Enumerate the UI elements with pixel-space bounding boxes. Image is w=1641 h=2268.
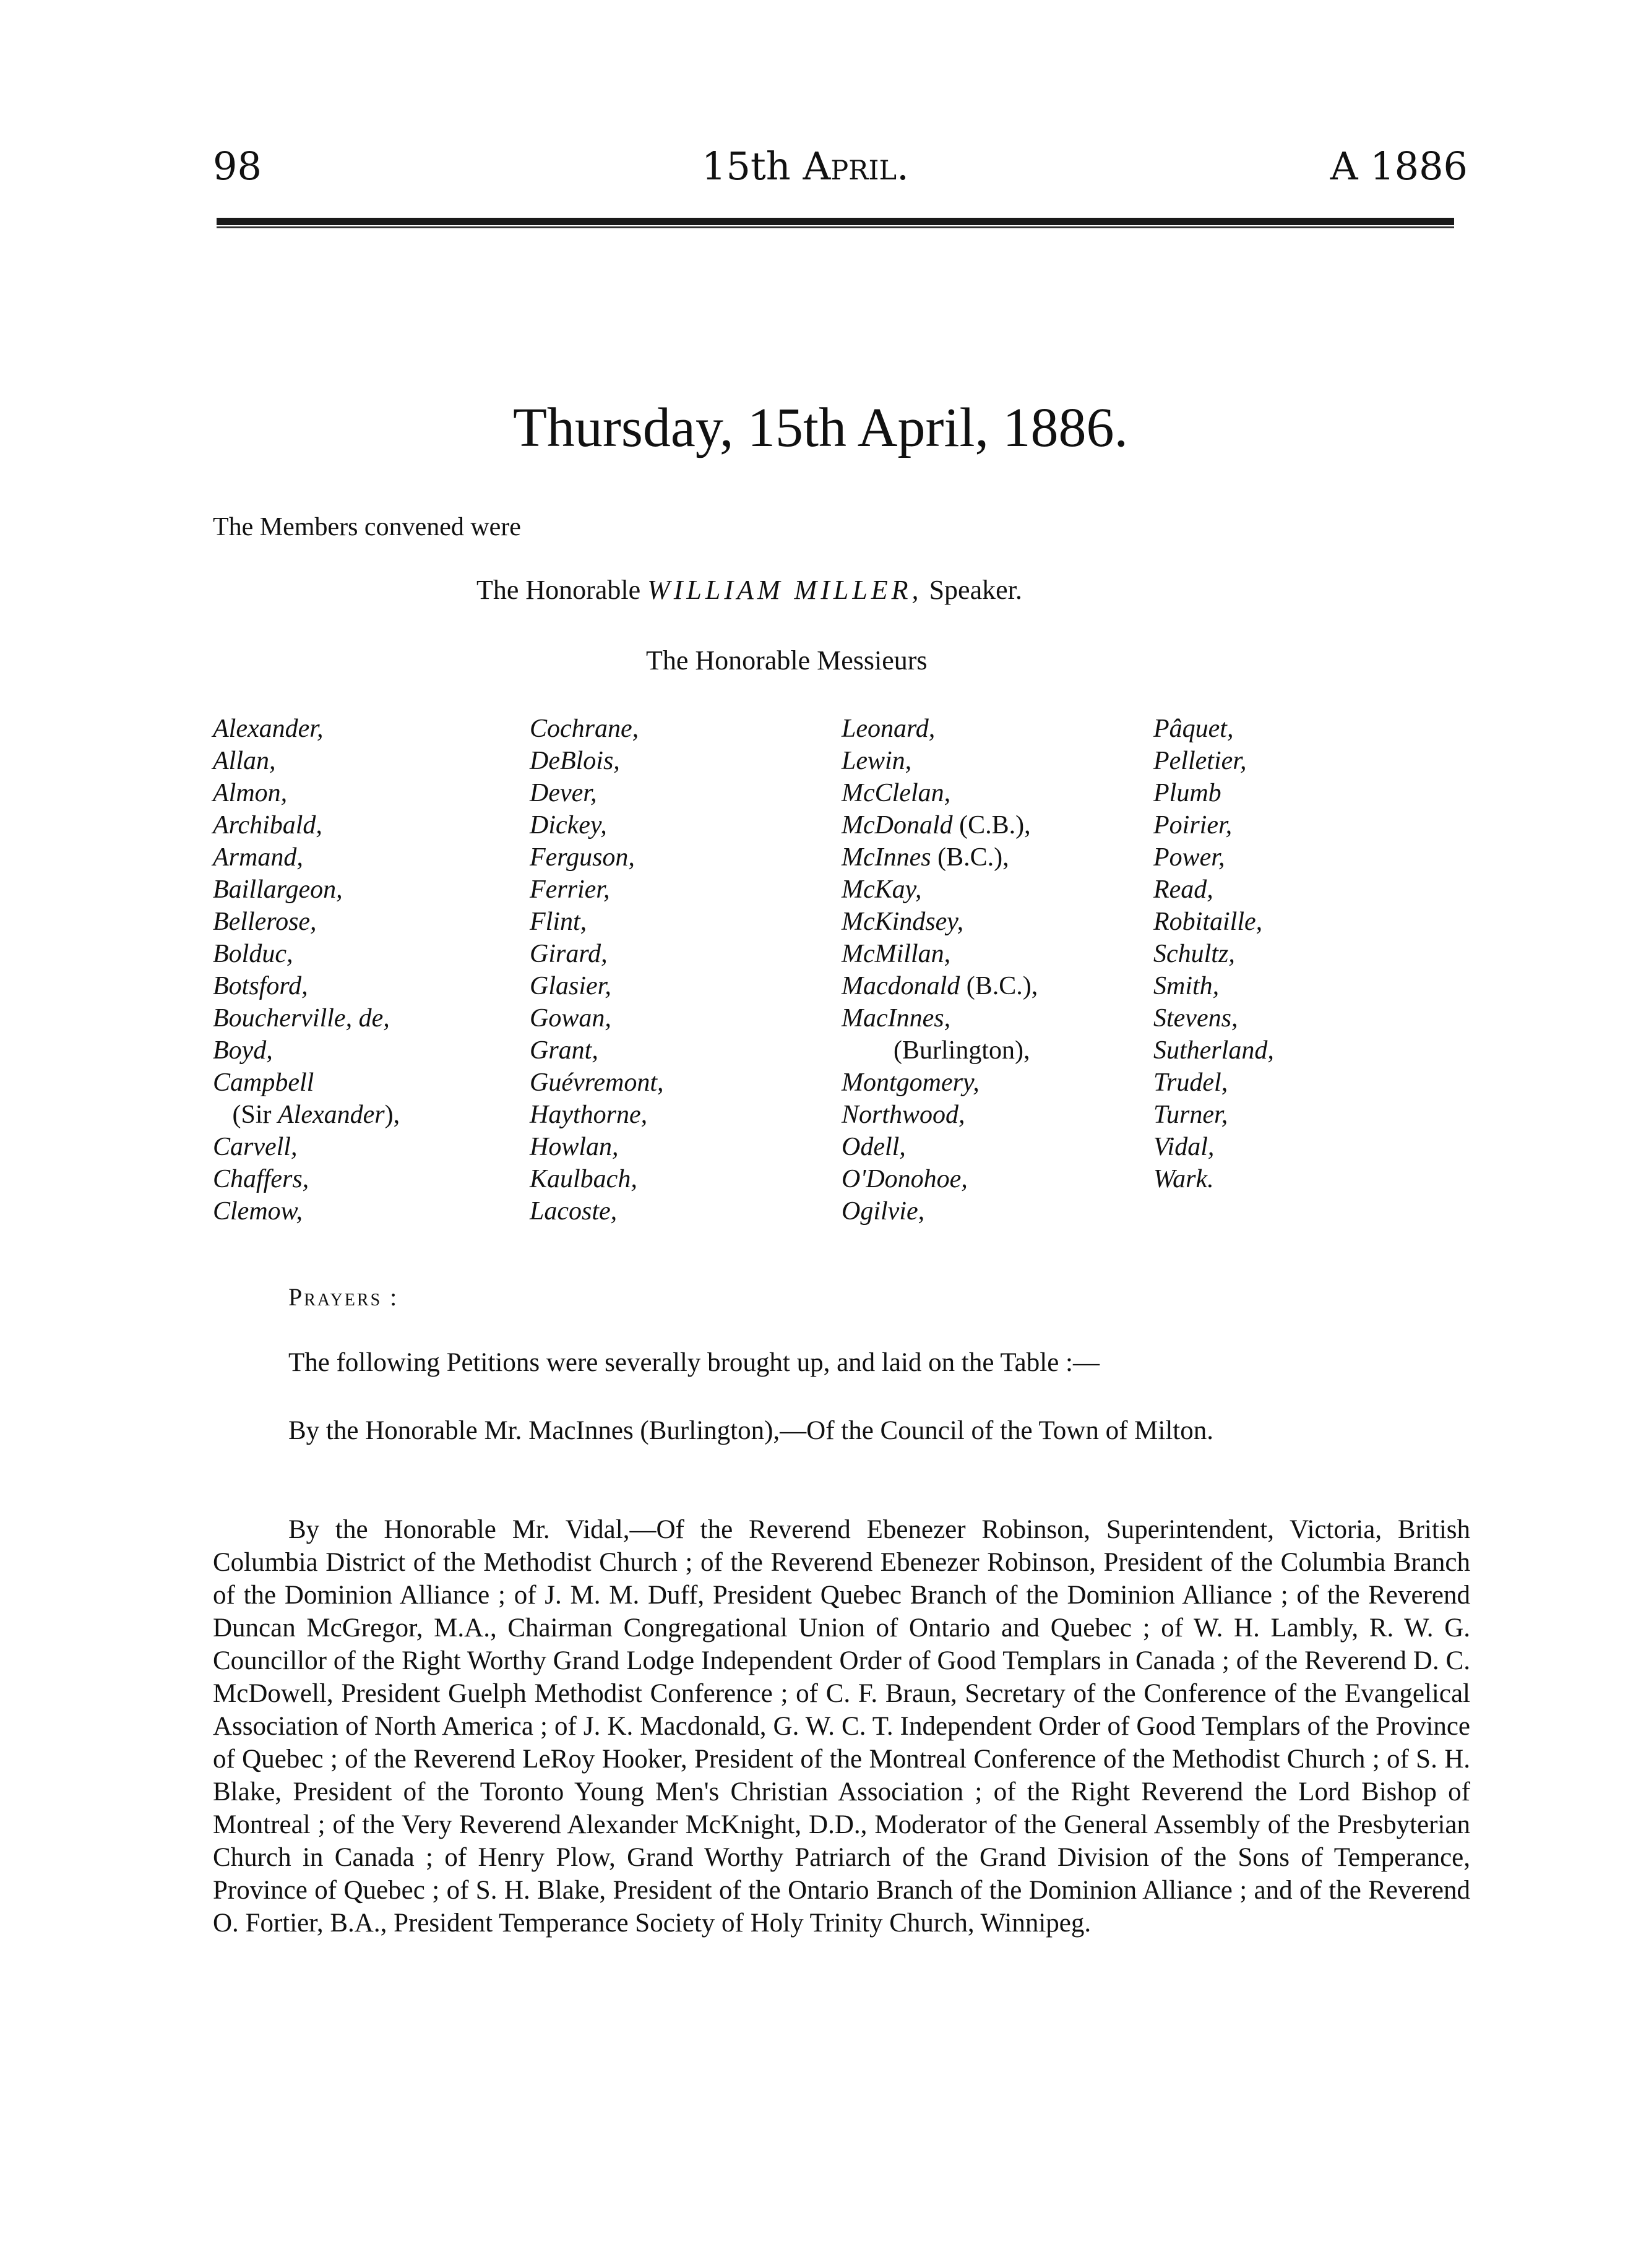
member-name: Gowan, (530, 1004, 611, 1033)
member-name: McInnes (B.C.), (842, 843, 1009, 872)
member-name: Guévremont, (530, 1068, 664, 1097)
petition-macinnes: By the Honorable Mr. MacInnes (Burlington),—Of the Council of the Town of Milton. (288, 1416, 1214, 1445)
member-name: Chaffers, (213, 1165, 309, 1193)
member-name: Bolduc, (213, 940, 293, 968)
member-name: Montgomery, (842, 1068, 980, 1097)
member-name: (Burlington), (842, 1036, 1030, 1065)
member-name: Haythorne, (530, 1101, 648, 1129)
messieurs-heading: The Honorable Messieurs (646, 645, 928, 676)
header-date-month: April. (803, 144, 909, 189)
member-name: Kaulbach, (530, 1165, 637, 1193)
member-name: Girard, (530, 940, 608, 968)
member-name: Poirier, (1153, 811, 1233, 840)
member-name: McDonald (C.B.), (842, 811, 1031, 840)
member-name: Botsford, (213, 972, 308, 1000)
member-name: McKindsey, (842, 908, 964, 936)
page-number: 98 (213, 144, 262, 189)
member-name: Dever, (530, 779, 597, 807)
names-column-3 (842, 713, 1038, 1227)
header-year-value: 1886 (1370, 144, 1468, 189)
speaker-name: WILLIAM MILLER, (647, 575, 923, 605)
member-name: Glasier, (530, 972, 611, 1000)
member-name: Pâquet, (1153, 715, 1234, 743)
member-name: Pelletier, (1153, 747, 1247, 775)
member-name: Ferrier, (530, 875, 610, 904)
names-column-2 (530, 713, 664, 1227)
member-name: Stevens, (1153, 1004, 1238, 1033)
member-name: Allan, (213, 747, 276, 775)
member-name: Howlan, (530, 1133, 619, 1161)
member-name: Carvell, (213, 1133, 298, 1161)
member-name: O'Donohoe, (842, 1165, 968, 1193)
page-title: Thursday, 15th April, 1886. (512, 397, 1129, 458)
member-name: Campbell (213, 1068, 314, 1097)
member-name: MacInnes, (842, 1004, 951, 1033)
member-name: Flint, (530, 908, 587, 936)
header-rule-thin (217, 226, 1454, 228)
member-name: Armand, (213, 843, 303, 872)
member-name: McClelan, (842, 779, 951, 807)
header-year-prefix: A (1330, 144, 1358, 189)
member-name: Robitaille, (1153, 908, 1263, 936)
header-date-day: 15th (702, 144, 791, 189)
member-name: Turner, (1153, 1101, 1228, 1129)
member-name: (Sir Alexander), (213, 1101, 400, 1129)
names-column-1 (213, 713, 400, 1227)
header-date (702, 144, 909, 189)
member-name: Alexander, (213, 715, 324, 743)
member-name: Lacoste, (530, 1197, 618, 1226)
member-name: Baillargeon, (213, 875, 343, 904)
member-name: Archibald, (213, 811, 322, 840)
member-name: McKay, (842, 875, 922, 904)
member-name: Leonard, (842, 715, 936, 743)
member-name: Schultz, (1153, 940, 1235, 968)
speaker-line (476, 574, 1022, 606)
member-name: Northwood, (842, 1101, 965, 1129)
member-name: Dickey, (530, 811, 607, 840)
member-name: Almon, (213, 779, 288, 807)
petitions-intro: The following Petitions were severally brought up, and laid on the Table :— (288, 1348, 1100, 1377)
member-name: McMillan, (842, 940, 951, 968)
member-name: Trudel, (1153, 1068, 1228, 1097)
member-name: Ferguson, (530, 843, 635, 872)
member-name: Bellerose, (213, 908, 317, 936)
member-name: Boyd, (213, 1036, 273, 1065)
member-name: Wark. (1153, 1165, 1214, 1193)
member-name: Macdonald (B.C.), (842, 972, 1038, 1000)
member-name: Read, (1153, 875, 1213, 904)
speaker-prefix: The Honorable (476, 575, 641, 605)
member-name: Clemow, (213, 1197, 303, 1226)
member-name: Grant, (530, 1036, 598, 1065)
member-name: Vidal, (1153, 1133, 1215, 1161)
member-name: Sutherland, (1153, 1036, 1274, 1065)
speaker-suffix: Speaker. (929, 575, 1022, 605)
member-name: Cochrane, (530, 715, 639, 743)
convened-line: The Members convened were (213, 513, 521, 541)
member-name: Lewin, (842, 747, 912, 775)
member-name: Ogilvie, (842, 1197, 925, 1226)
member-name: Power, (1153, 843, 1225, 872)
petition-vidal: By the Honorable Mr. Vidal,—Of the Reverend Ebenezer Robinson, Superintendent, Victoria, British Columbia District of the Methodist Church ; of the Reverend Ebenezer Robinson, President of the Columbia Branch of the Dominion Alliance ; of J. M. M. Duff, President Quebec Branch of the Dominion Alliance ; of the Reverend Duncan McGregor, M.A., Chairman Congregational Union of Ontario and Quebec ; of W. H. Lambly, R. W. G. Councillor of the Right Worthy Grand Lodge Independent Order of Good Templars in Canada ; of the Reverend D. C. McDowell, President Guelph Methodist Conference ; of C. F. Braun, Secretary of the Conference of the Evangelical Association of North America ; of J. K. Macdonald, G. W. C. T. Independent Order of Good Templars of the Province of Quebec ; of the Reverend LeRoy Hooker, President of the Montreal Conference of the Methodist Church ; of S. H. Blake, President of the Toronto Young Men's Christian Association ; of the Right Reverend the Lord Bishop of Montreal ; of the Very Reverend Alexander McKnight, D.D., Moderator of the General Assembly of the Presbyterian Church in Canada ; of Henry Plow, Grand Worthy Patriarch of the Grand Division of the Sons of Temperance, Province of Quebec ; of S. H. Blake, President of the Ontario Branch of the Dominion Alliance ; and of the Reverend O. Fortier, B.A., President Temperance Society of Holy Trinity Church, Winnipeg. (213, 1515, 1470, 1938)
header-rule (217, 218, 1454, 225)
member-name: Plumb (1153, 779, 1221, 807)
names-column-4 (1153, 713, 1274, 1195)
header-year (1330, 144, 1468, 189)
member-name: DeBlois, (530, 747, 620, 775)
member-name: Odell, (842, 1133, 906, 1161)
member-name: Boucherville, de, (213, 1004, 390, 1033)
member-name: Smith, (1153, 972, 1220, 1000)
prayers-heading: Prayers : (288, 1283, 399, 1311)
